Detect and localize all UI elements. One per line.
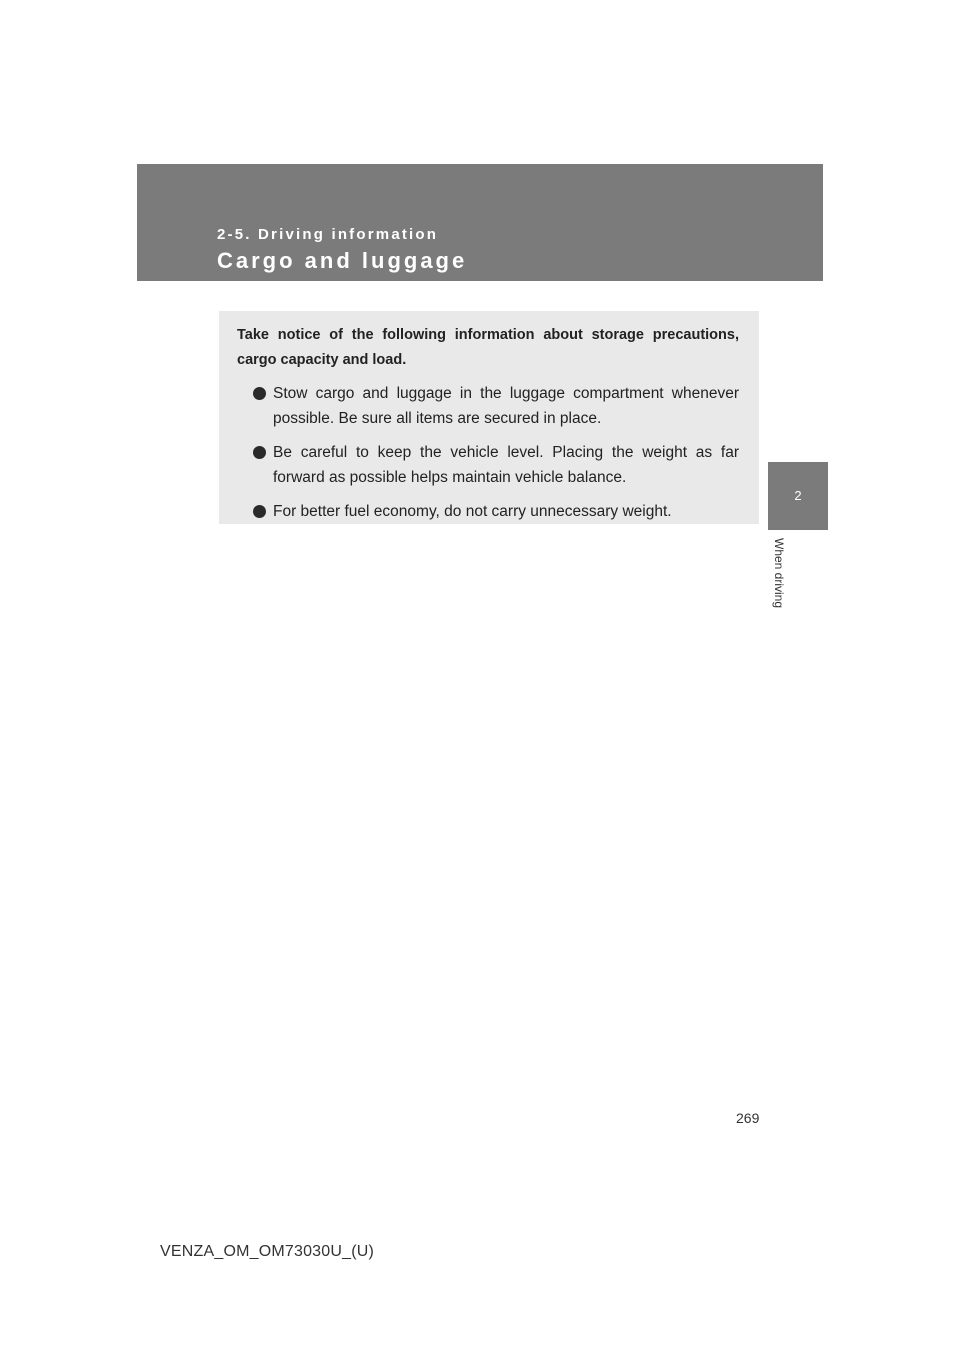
bullet-list xyxy=(237,381,739,524)
list-item xyxy=(237,381,739,431)
bullet-text: For better fuel economy, do not carry unnecessary weight. xyxy=(273,503,672,520)
section-header xyxy=(137,164,823,281)
intro-text: Take notice of the following information about storage precautions, cargo capacity and load. xyxy=(237,327,739,368)
bullet-text: Be careful to keep the vehicle level. Placing the weight as far forward as possible helps maintain vehicle balance. xyxy=(273,444,739,486)
bullet-text: Stow cargo and luggage in the luggage compartment whenever possible. Be sure all items are secured in place. xyxy=(273,385,739,427)
chapter-number: 2 xyxy=(794,488,802,503)
info-box xyxy=(219,311,759,524)
chapter-tab xyxy=(768,462,828,530)
document-code: VENZA_OM_OM73030U_(U) xyxy=(160,1243,375,1260)
page-title: Cargo and luggage xyxy=(217,248,468,273)
page-number: 269 xyxy=(736,1110,760,1126)
chapter-label: When driving xyxy=(772,538,786,609)
bullet-icon xyxy=(253,446,266,459)
list-item xyxy=(237,440,739,490)
bullet-icon xyxy=(253,505,266,518)
bullet-icon xyxy=(253,387,266,400)
list-item xyxy=(237,499,739,524)
section-label: 2-5. Driving information xyxy=(217,226,439,243)
